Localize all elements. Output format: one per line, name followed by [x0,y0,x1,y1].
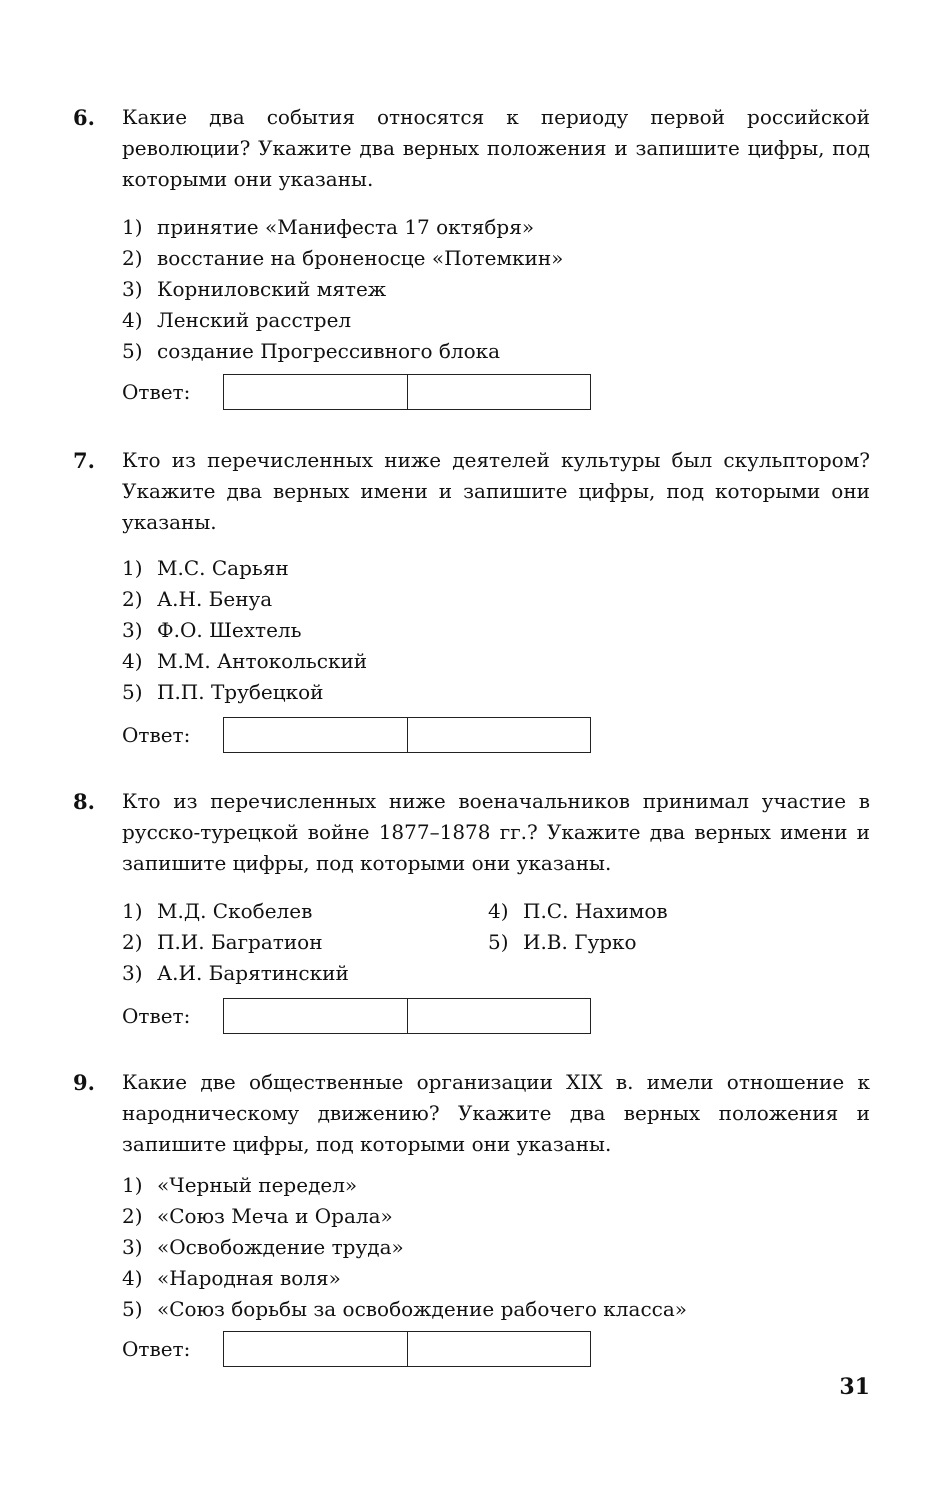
option-number: 4) [122,308,143,332]
answer-label: Ответ: [122,723,191,747]
option-text: И.В. Гурко [523,930,637,954]
answer-cell-1[interactable] [224,1332,407,1366]
answer-cell-1[interactable] [224,718,407,752]
option-text: М.М. Антокольский [157,649,368,673]
option-text: А.Н. Бенуа [157,587,273,611]
option-item [122,1232,687,1263]
option-item [122,677,367,708]
option-item [122,553,367,584]
option-number: 2) [122,1204,143,1228]
option-number: 3) [122,277,143,301]
option-text: П.П. Трубецкой [157,680,324,704]
option-number: 1) [122,899,143,923]
option-number: 5) [122,1297,143,1321]
option-number: 1) [122,556,143,580]
option-text: «Освобождение труда» [157,1235,404,1259]
option-item [122,927,349,958]
answer-cell-2[interactable] [407,1332,591,1366]
option-number: 5) [122,680,143,704]
answer-box[interactable] [223,717,591,753]
option-item [122,615,367,646]
option-list-left [122,896,349,989]
option-text: «Черный передел» [157,1173,358,1197]
option-item [122,896,349,927]
option-text: Ф.О. Шехтель [157,618,302,642]
answer-cell-1[interactable] [224,999,407,1033]
option-item [488,927,668,958]
option-text: «Союз борьбы за освобождение рабочего класса» [157,1297,687,1321]
answer-cell-2[interactable] [407,375,591,409]
task-number: 8. [73,789,95,814]
option-number: 5) [488,930,509,954]
option-item [122,1263,687,1294]
option-text: принятие «Манифеста 17 октября» [157,215,535,239]
option-text: «Народная воля» [157,1266,341,1290]
option-text: восстание на броненосце «Потемкин» [157,246,564,270]
option-item [122,1170,687,1201]
option-text: «Союз Меча и Орала» [157,1204,393,1228]
option-number: 2) [122,930,143,954]
option-item [122,212,563,243]
option-number: 3) [122,961,143,985]
option-item [122,1201,687,1232]
option-number: 5) [122,339,143,363]
option-text: М.Д. Скобелев [157,899,313,923]
option-item [122,274,563,305]
answer-cell-1[interactable] [224,375,407,409]
task-number: 9. [73,1070,95,1095]
option-list [122,553,367,708]
option-item [122,584,367,615]
answer-cell-2[interactable] [407,999,591,1033]
answer-label: Ответ: [122,380,191,404]
option-item [488,896,668,927]
option-text: Ленский расстрел [157,308,352,332]
option-item [122,336,563,367]
option-number: 3) [122,1235,143,1259]
option-item [122,1294,687,1325]
answer-box[interactable] [223,1331,591,1367]
option-number: 3) [122,618,143,642]
answer-box[interactable] [223,374,591,410]
answer-label: Ответ: [122,1337,191,1361]
question-text: Какие две общественные организации XIX в. имели отношение к народническому движению? Укажите два верных положения и запишите цифры, под которыми они указаны. [122,1070,870,1156]
option-item [122,646,367,677]
answer-box[interactable] [223,998,591,1034]
option-list [122,1170,687,1325]
page-number: 31 [839,1374,870,1400]
option-list [122,212,563,367]
question-text: Кто из перечисленных ниже военачальников принимал участие в русско-турецкой войне 1877–1878 гг.? Укажите два верных имени и запишите цифры, под которыми они указаны. [122,789,870,875]
option-number: 2) [122,587,143,611]
answer-cell-2[interactable] [407,718,591,752]
option-number: 4) [122,1266,143,1290]
option-item [122,243,563,274]
option-number: 4) [488,899,509,923]
answer-label: Ответ: [122,1004,191,1028]
option-item [122,958,349,989]
question-text: Какие два события относятся к периоду первой российской революции? Укажите два верных положения и запишите цифры, под которыми они указаны. [122,105,870,191]
option-text: А.И. Барятинский [157,961,349,985]
option-list-right [488,896,668,958]
option-number: 2) [122,246,143,270]
option-text: М.С. Сарьян [157,556,289,580]
task-number: 7. [73,448,95,473]
option-number: 1) [122,1173,143,1197]
option-text: П.С. Нахимов [523,899,668,923]
option-text: П.И. Багратион [157,930,323,954]
option-text: создание Прогрессивного блока [157,339,501,363]
option-item [122,305,563,336]
question-text: Кто из перечисленных ниже деятелей культуры был скульптором? Укажите два верных имени и запишите цифры, под которыми они указаны. [122,448,870,534]
option-number: 4) [122,649,143,673]
task-number: 6. [73,105,95,130]
option-text: Корниловский мятеж [157,277,387,301]
option-number: 1) [122,215,143,239]
